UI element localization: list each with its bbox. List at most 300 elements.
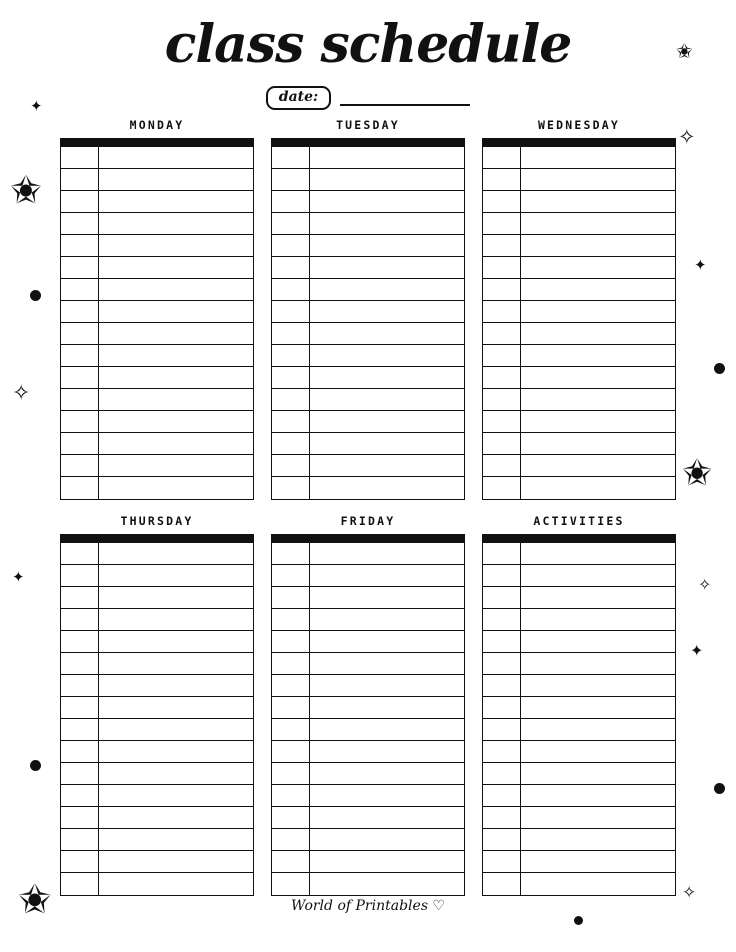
time-cell[interactable] <box>61 829 99 850</box>
time-cell[interactable] <box>61 653 99 674</box>
time-cell[interactable] <box>483 411 521 432</box>
table-row <box>61 873 253 895</box>
table-row <box>483 763 675 785</box>
time-cell[interactable] <box>272 389 310 410</box>
time-cell[interactable] <box>61 213 99 234</box>
table-row <box>61 829 253 851</box>
time-cell[interactable] <box>272 631 310 652</box>
table-row <box>61 785 253 807</box>
entry-cell[interactable] <box>310 675 464 696</box>
table-row <box>61 213 253 235</box>
table-row <box>272 829 464 851</box>
table-row <box>272 169 464 191</box>
time-cell[interactable] <box>272 411 310 432</box>
time-cell[interactable] <box>272 763 310 784</box>
entry-cell[interactable] <box>99 829 253 850</box>
entry-cell[interactable] <box>310 785 464 806</box>
table-row <box>61 411 253 433</box>
time-cell[interactable] <box>483 257 521 278</box>
table-row <box>61 653 253 675</box>
table-row <box>272 257 464 279</box>
entry-cell[interactable] <box>99 851 253 872</box>
table-row <box>483 741 675 763</box>
time-cell[interactable] <box>483 279 521 300</box>
entry-cell[interactable] <box>310 741 464 762</box>
entry-cell[interactable] <box>99 257 253 278</box>
table-row <box>61 279 253 301</box>
entry-cell[interactable] <box>310 851 464 872</box>
entry-cell[interactable] <box>310 697 464 718</box>
table-row <box>483 389 675 411</box>
entry-cell[interactable] <box>310 411 464 432</box>
table-row <box>483 455 675 477</box>
table-row <box>483 279 675 301</box>
time-cell[interactable] <box>61 785 99 806</box>
table-row <box>483 169 675 191</box>
time-cell[interactable] <box>483 301 521 322</box>
entry-cell[interactable] <box>99 543 253 564</box>
entry-cell[interactable] <box>99 785 253 806</box>
table-row <box>61 455 253 477</box>
table-row <box>483 323 675 345</box>
entry-cell[interactable] <box>521 565 675 586</box>
time-cell[interactable] <box>483 873 521 895</box>
time-cell[interactable] <box>272 213 310 234</box>
entry-cell[interactable] <box>521 279 675 300</box>
entry-cell[interactable] <box>99 807 253 828</box>
entry-cell[interactable] <box>99 411 253 432</box>
schedule-table <box>482 534 676 896</box>
entry-cell[interactable] <box>310 565 464 586</box>
time-cell[interactable] <box>272 345 310 366</box>
entry-cell[interactable] <box>310 213 464 234</box>
entry-cell[interactable] <box>310 367 464 388</box>
time-cell[interactable] <box>272 851 310 872</box>
time-cell[interactable] <box>272 543 310 564</box>
entry-cell[interactable] <box>310 191 464 212</box>
time-cell[interactable] <box>61 741 99 762</box>
entry-cell[interactable] <box>310 433 464 454</box>
table-row <box>272 565 464 587</box>
time-cell[interactable] <box>272 169 310 190</box>
time-cell[interactable] <box>61 675 99 696</box>
day-label-tuesday: TUESDAY <box>336 118 400 132</box>
table-row <box>272 455 464 477</box>
time-cell[interactable] <box>483 213 521 234</box>
entry-cell[interactable] <box>99 169 253 190</box>
entry-cell[interactable] <box>99 367 253 388</box>
day-block <box>60 514 254 896</box>
entry-cell[interactable] <box>521 587 675 608</box>
entry-cell[interactable] <box>310 235 464 256</box>
time-cell[interactable] <box>483 389 521 410</box>
entry-cell[interactable] <box>99 191 253 212</box>
entry-cell[interactable] <box>99 675 253 696</box>
day-block <box>60 118 254 500</box>
time-cell[interactable] <box>61 565 99 586</box>
entry-cell[interactable] <box>99 477 253 499</box>
time-cell[interactable] <box>61 763 99 784</box>
time-cell[interactable] <box>483 587 521 608</box>
time-cell[interactable] <box>483 785 521 806</box>
entry-cell[interactable] <box>310 477 464 499</box>
table-row <box>272 235 464 257</box>
entry-cell[interactable] <box>521 631 675 652</box>
time-cell[interactable] <box>483 235 521 256</box>
time-cell[interactable] <box>483 169 521 190</box>
table-row <box>272 719 464 741</box>
entry-cell[interactable] <box>99 433 253 454</box>
time-cell[interactable] <box>61 235 99 256</box>
entry-cell[interactable] <box>521 345 675 366</box>
entry-cell[interactable] <box>521 477 675 499</box>
star-small-icon: ✦ <box>690 643 704 660</box>
star-outline-icon: ✬ <box>18 878 52 922</box>
time-cell[interactable] <box>61 257 99 278</box>
table-row <box>272 345 464 367</box>
time-cell[interactable] <box>272 785 310 806</box>
entry-cell[interactable] <box>310 301 464 322</box>
table-row <box>483 565 675 587</box>
table-row <box>61 345 253 367</box>
entry-cell[interactable] <box>521 433 675 454</box>
table-row <box>61 697 253 719</box>
entry-cell[interactable] <box>310 631 464 652</box>
table-row <box>272 675 464 697</box>
entry-cell[interactable] <box>310 609 464 630</box>
time-cell[interactable] <box>272 829 310 850</box>
star-outline-icon: ✬ <box>676 41 693 63</box>
table-row <box>483 235 675 257</box>
table-row <box>483 147 675 169</box>
table-row <box>272 543 464 565</box>
entry-cell[interactable] <box>521 851 675 872</box>
time-cell[interactable] <box>272 609 310 630</box>
entry-cell[interactable] <box>310 169 464 190</box>
table-row <box>61 323 253 345</box>
table-row <box>483 697 675 719</box>
time-cell[interactable] <box>483 851 521 872</box>
time-cell[interactable] <box>272 587 310 608</box>
time-cell[interactable] <box>272 279 310 300</box>
entry-cell[interactable] <box>521 829 675 850</box>
time-cell[interactable] <box>272 807 310 828</box>
table-row <box>61 763 253 785</box>
time-cell[interactable] <box>61 587 99 608</box>
entry-cell[interactable] <box>99 697 253 718</box>
time-cell[interactable] <box>61 345 99 366</box>
table-row <box>61 477 253 499</box>
table-row <box>61 543 253 565</box>
entry-cell[interactable] <box>521 213 675 234</box>
dot-icon <box>714 363 725 374</box>
table-row <box>483 433 675 455</box>
time-cell[interactable] <box>483 631 521 652</box>
entry-cell[interactable] <box>310 653 464 674</box>
entry-cell[interactable] <box>99 653 253 674</box>
day-block <box>271 118 465 500</box>
entry-cell[interactable] <box>521 543 675 564</box>
time-cell[interactable] <box>272 873 310 895</box>
table-row <box>61 169 253 191</box>
entry-cell[interactable] <box>521 741 675 762</box>
entry-cell[interactable] <box>310 455 464 476</box>
time-cell[interactable] <box>483 807 521 828</box>
entry-cell[interactable] <box>99 719 253 740</box>
entry-cell[interactable] <box>99 147 253 168</box>
time-cell[interactable] <box>272 653 310 674</box>
time-cell[interactable] <box>272 323 310 344</box>
entry-cell[interactable] <box>521 807 675 828</box>
sparkle-icon: ✧ <box>678 126 696 149</box>
table-row <box>272 147 464 169</box>
time-cell[interactable] <box>61 433 99 454</box>
entry-cell[interactable] <box>310 763 464 784</box>
entry-cell[interactable] <box>521 873 675 895</box>
time-cell[interactable] <box>61 477 99 499</box>
time-cell[interactable] <box>61 631 99 652</box>
table-row <box>61 191 253 213</box>
table-row <box>483 301 675 323</box>
entry-cell[interactable] <box>99 763 253 784</box>
time-cell[interactable] <box>61 807 99 828</box>
entry-cell[interactable] <box>521 785 675 806</box>
table-row <box>272 609 464 631</box>
day-block <box>482 514 676 896</box>
time-cell[interactable] <box>483 653 521 674</box>
time-cell[interactable] <box>272 477 310 499</box>
time-cell[interactable] <box>272 433 310 454</box>
table-row <box>61 257 253 279</box>
entry-cell[interactable] <box>521 301 675 322</box>
table-row <box>272 477 464 499</box>
time-cell[interactable] <box>61 191 99 212</box>
time-cell[interactable] <box>61 147 99 168</box>
time-cell[interactable] <box>483 433 521 454</box>
time-cell[interactable] <box>272 235 310 256</box>
time-cell[interactable] <box>61 301 99 322</box>
time-cell[interactable] <box>483 323 521 344</box>
entry-cell[interactable] <box>521 367 675 388</box>
date-row <box>0 86 736 110</box>
entry-cell[interactable] <box>521 147 675 168</box>
time-cell[interactable] <box>272 367 310 388</box>
entry-cell[interactable] <box>310 807 464 828</box>
entry-cell[interactable] <box>99 873 253 895</box>
entry-cell[interactable] <box>310 587 464 608</box>
table-row <box>483 411 675 433</box>
dot-icon <box>30 760 41 771</box>
table-row <box>483 653 675 675</box>
entry-cell[interactable] <box>310 257 464 278</box>
schedule-table <box>271 534 465 896</box>
time-cell[interactable] <box>61 697 99 718</box>
star-outline-icon: ✬ <box>10 170 42 212</box>
entry-cell[interactable] <box>99 235 253 256</box>
entry-cell[interactable] <box>99 631 253 652</box>
table-row <box>61 565 253 587</box>
table-row <box>272 851 464 873</box>
entry-cell[interactable] <box>521 653 675 674</box>
table-row <box>61 433 253 455</box>
time-cell[interactable] <box>483 477 521 499</box>
table-row <box>483 191 675 213</box>
time-cell[interactable] <box>61 543 99 564</box>
table-row <box>272 763 464 785</box>
entry-cell[interactable] <box>310 719 464 740</box>
entry-cell[interactable] <box>521 763 675 784</box>
entry-cell[interactable] <box>521 455 675 476</box>
time-cell[interactable] <box>483 543 521 564</box>
entry-cell[interactable] <box>310 147 464 168</box>
entry-cell[interactable] <box>310 829 464 850</box>
time-cell[interactable] <box>61 609 99 630</box>
table-row <box>272 631 464 653</box>
time-cell[interactable] <box>272 191 310 212</box>
entry-cell[interactable] <box>99 389 253 410</box>
entry-cell[interactable] <box>99 741 253 762</box>
time-cell[interactable] <box>61 719 99 740</box>
time-cell[interactable] <box>272 675 310 696</box>
entry-cell[interactable] <box>99 565 253 586</box>
table-row <box>272 697 464 719</box>
time-cell[interactable] <box>272 565 310 586</box>
time-cell[interactable] <box>272 719 310 740</box>
table-row <box>483 631 675 653</box>
time-cell[interactable] <box>61 169 99 190</box>
time-cell[interactable] <box>483 455 521 476</box>
table-row <box>272 279 464 301</box>
table-row <box>272 389 464 411</box>
entry-cell[interactable] <box>310 323 464 344</box>
day-label-activities: ACTIVITIES <box>533 514 625 528</box>
table-row <box>61 235 253 257</box>
star-small-icon: ✦ <box>30 98 43 115</box>
footer-credit: World of Printables ♡ <box>291 898 445 914</box>
time-cell[interactable] <box>483 565 521 586</box>
time-cell[interactable] <box>61 455 99 476</box>
star-outline-icon: ✬ <box>682 452 713 493</box>
entry-cell[interactable] <box>521 169 675 190</box>
time-cell[interactable] <box>483 741 521 762</box>
table-row <box>483 609 675 631</box>
entry-cell[interactable] <box>99 213 253 234</box>
time-cell[interactable] <box>483 191 521 212</box>
page-title: class schedule <box>164 14 572 75</box>
entry-cell[interactable] <box>521 191 675 212</box>
table-row <box>272 191 464 213</box>
time-cell[interactable] <box>61 279 99 300</box>
table-row <box>272 653 464 675</box>
table-row <box>61 609 253 631</box>
dot-icon <box>574 916 583 925</box>
time-cell[interactable] <box>61 389 99 410</box>
table-row <box>61 147 253 169</box>
table-row <box>483 829 675 851</box>
time-cell[interactable] <box>272 741 310 762</box>
time-cell[interactable] <box>483 697 521 718</box>
entry-cell[interactable] <box>310 543 464 564</box>
entry-cell[interactable] <box>310 279 464 300</box>
entry-cell[interactable] <box>521 235 675 256</box>
time-cell[interactable] <box>272 455 310 476</box>
day-label-wednesday: WEDNESDAY <box>537 118 621 132</box>
time-cell[interactable] <box>272 257 310 278</box>
entry-cell[interactable] <box>310 873 464 895</box>
time-cell[interactable] <box>483 675 521 696</box>
table-row <box>272 301 464 323</box>
time-cell[interactable] <box>272 697 310 718</box>
time-cell[interactable] <box>483 147 521 168</box>
table-row <box>483 367 675 389</box>
entry-cell[interactable] <box>99 323 253 344</box>
time-cell[interactable] <box>272 301 310 322</box>
time-cell[interactable] <box>61 411 99 432</box>
entry-cell[interactable] <box>99 609 253 630</box>
time-cell[interactable] <box>61 367 99 388</box>
table-row <box>483 587 675 609</box>
day-block <box>271 514 465 896</box>
table-row <box>272 411 464 433</box>
time-cell[interactable] <box>483 367 521 388</box>
star-small-icon: ✦ <box>12 569 25 586</box>
entry-cell[interactable] <box>99 587 253 608</box>
entry-cell[interactable] <box>521 389 675 410</box>
entry-cell[interactable] <box>99 345 253 366</box>
table-row <box>272 213 464 235</box>
time-cell[interactable] <box>61 323 99 344</box>
time-cell[interactable] <box>483 345 521 366</box>
schedule-table <box>60 138 254 500</box>
table-row <box>483 477 675 499</box>
time-cell[interactable] <box>483 829 521 850</box>
table-row <box>272 873 464 895</box>
day-block <box>482 118 676 500</box>
entry-cell[interactable] <box>99 279 253 300</box>
time-cell[interactable] <box>483 609 521 630</box>
time-cell[interactable] <box>61 873 99 895</box>
time-cell[interactable] <box>483 763 521 784</box>
table-row <box>61 719 253 741</box>
entry-cell[interactable] <box>521 323 675 344</box>
entry-cell[interactable] <box>521 719 675 740</box>
entry-cell[interactable] <box>310 389 464 410</box>
schedule-table <box>60 534 254 896</box>
date-input-line[interactable] <box>340 104 470 106</box>
sparkle-icon: ✧ <box>682 883 697 902</box>
table-row <box>483 543 675 565</box>
entry-cell[interactable] <box>521 697 675 718</box>
time-cell[interactable] <box>61 851 99 872</box>
entry-cell[interactable] <box>521 411 675 432</box>
dot-icon <box>714 783 725 794</box>
table-row <box>483 213 675 235</box>
table-row <box>61 367 253 389</box>
table-row <box>61 851 253 873</box>
entry-cell[interactable] <box>99 301 253 322</box>
entry-cell[interactable] <box>521 257 675 278</box>
entry-cell[interactable] <box>99 455 253 476</box>
time-cell[interactable] <box>483 719 521 740</box>
table-row <box>272 785 464 807</box>
star-small-icon: ✦ <box>694 257 707 274</box>
entry-cell[interactable] <box>521 675 675 696</box>
entry-cell[interactable] <box>521 609 675 630</box>
entry-cell[interactable] <box>310 345 464 366</box>
table-row <box>272 367 464 389</box>
time-cell[interactable] <box>272 147 310 168</box>
day-label-monday: MONDAY <box>129 118 185 132</box>
